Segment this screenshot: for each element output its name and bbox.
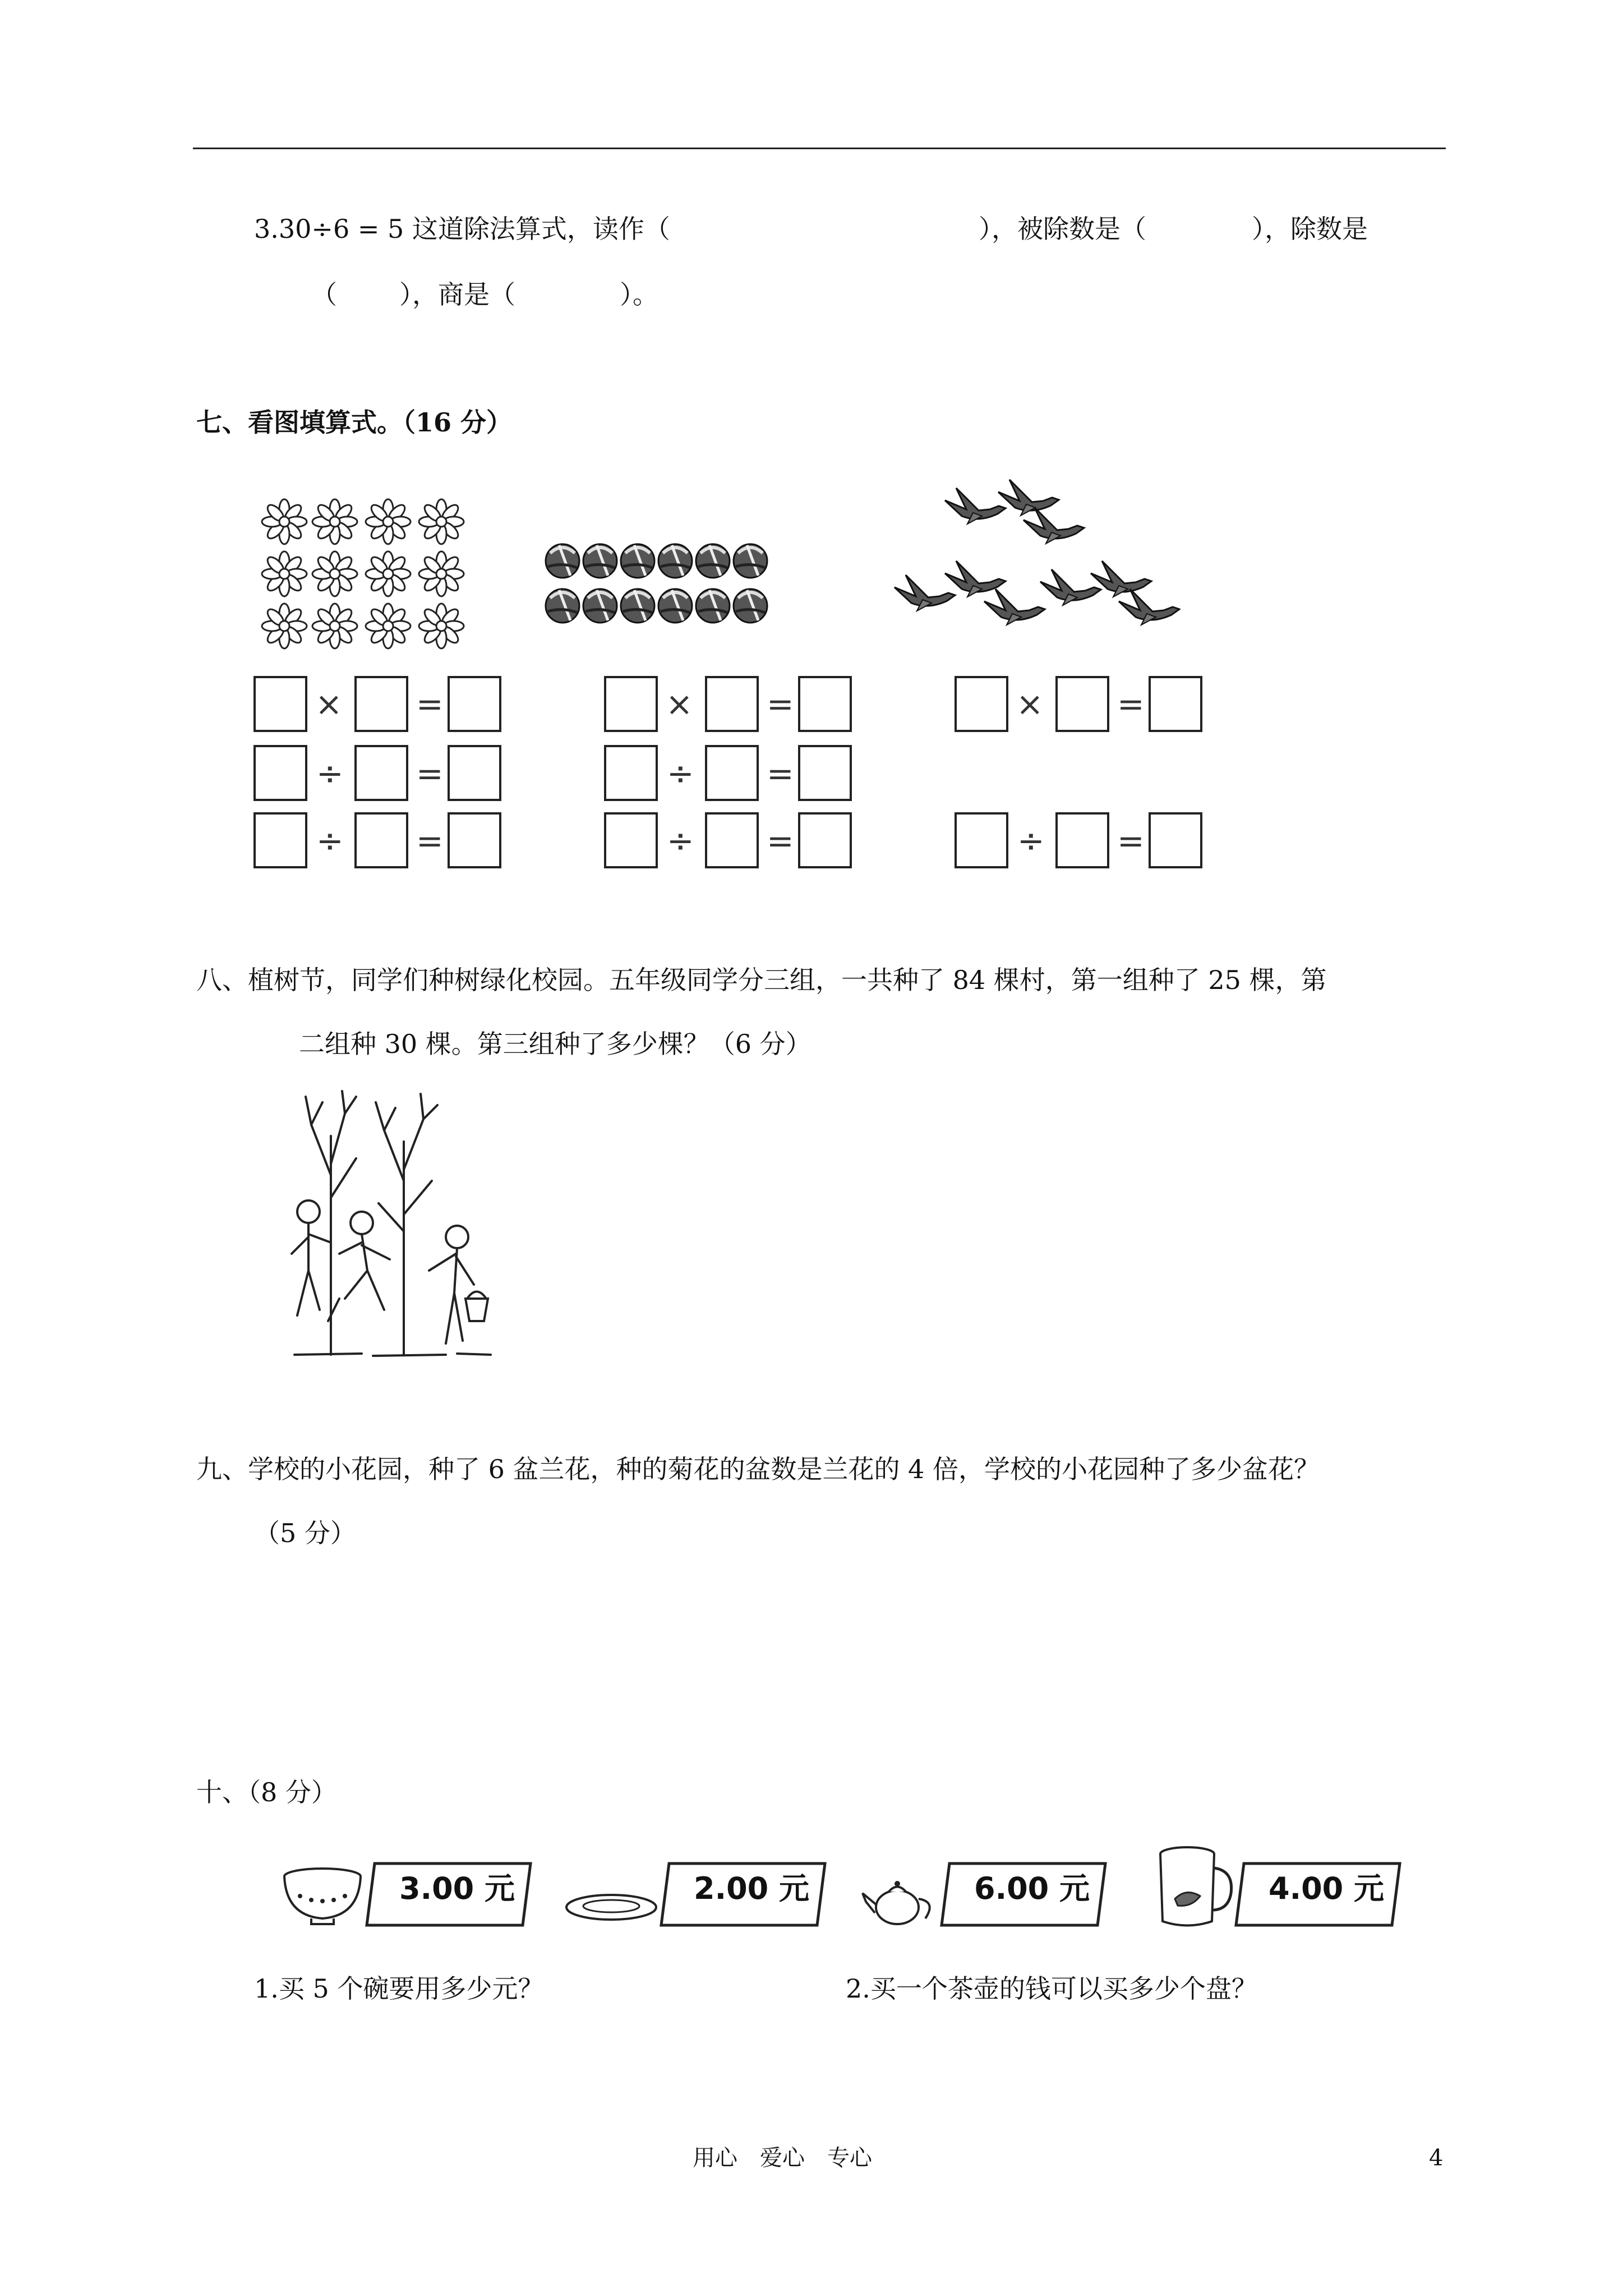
- section9-line1: 九、学校的小花园，种了 6 盆兰花，种的菊花的盆数是兰花的 4 倍，学校的小花园种了多少盆花？: [196, 1454, 1320, 1484]
- divide-sign: ÷: [1017, 822, 1045, 860]
- birds-picture: [889, 471, 1181, 639]
- answer-box[interactable]: [354, 676, 408, 732]
- q3-line2-c: ）。: [620, 279, 658, 310]
- footer-slogan: 用心 爱心 专心: [693, 2145, 872, 2171]
- answer-box[interactable]: [354, 812, 408, 868]
- answer-box[interactable]: [705, 812, 759, 868]
- answer-box[interactable]: [1149, 812, 1202, 868]
- equals-sign: =: [1117, 685, 1145, 723]
- answer-box[interactable]: [354, 745, 408, 801]
- price-teapot: 6.00 元: [974, 1871, 1090, 1906]
- divide-sign: ÷: [667, 822, 694, 860]
- answer-box[interactable]: [253, 812, 307, 868]
- price-mug: 4.00 元: [1269, 1871, 1385, 1906]
- page-number: 4: [1429, 2145, 1444, 2171]
- q3-line1-c: ），除数是: [1252, 214, 1368, 244]
- answer-box[interactable]: [604, 745, 658, 801]
- price-bowl: 3.00 元: [399, 1871, 515, 1906]
- answer-box[interactable]: [448, 676, 501, 732]
- answer-box[interactable]: [604, 812, 658, 868]
- divide-sign: ÷: [316, 754, 344, 793]
- header-rule: [193, 148, 1446, 149]
- answer-box[interactable]: [1055, 676, 1109, 732]
- price-tag-plate: [659, 1861, 827, 1927]
- section10-title: 十、（8 分）: [196, 1777, 337, 1807]
- answer-box[interactable]: [604, 676, 658, 732]
- answer-box[interactable]: [955, 812, 1008, 868]
- section8-line2: 二组种 30 棵。第三组种了多少棵？（6 分）: [299, 1029, 811, 1059]
- section10-question-1: 1.买 5 个碗要用多少元？: [254, 1973, 544, 2004]
- answer-box[interactable]: [798, 676, 852, 732]
- divide-sign: ÷: [316, 822, 344, 860]
- balls-picture: [541, 539, 777, 631]
- divide-sign: ÷: [667, 754, 694, 793]
- section8-line1: 八、植树节，同学们种树绿化校园。五年级同学分三组，一共种了 84 棵村，第一组种了 25 棵，第: [196, 965, 1327, 995]
- equals-sign: =: [767, 685, 794, 723]
- equals-sign: =: [767, 754, 794, 793]
- times-sign: ×: [666, 685, 693, 723]
- q3-line2-b: ），商是（: [399, 279, 515, 310]
- equals-sign: =: [416, 685, 444, 723]
- equals-sign: =: [416, 822, 444, 860]
- answer-box[interactable]: [448, 812, 501, 868]
- plate-icon: [564, 1890, 659, 1924]
- q3-line2-a: （: [311, 279, 337, 310]
- flowers-picture: [259, 498, 472, 651]
- answer-box[interactable]: [705, 676, 759, 732]
- tree-planting-picture: [278, 1085, 508, 1366]
- answer-box[interactable]: [448, 745, 501, 801]
- times-sign: ×: [1016, 685, 1044, 723]
- answer-box[interactable]: [1149, 676, 1202, 732]
- q3-line1-b: ），被除数是（: [979, 214, 1146, 244]
- equals-sign: =: [416, 754, 444, 793]
- section7-title: 七、看图填算式。（16 分）: [196, 407, 513, 438]
- answer-box[interactable]: [253, 745, 307, 801]
- price-plate: 2.00 元: [694, 1871, 810, 1906]
- answer-box[interactable]: [798, 745, 852, 801]
- price-tag-bowl: [365, 1861, 533, 1927]
- teapot-icon: [858, 1874, 942, 1930]
- section9-line2: （5 分）: [254, 1518, 356, 1548]
- answer-box[interactable]: [1055, 812, 1109, 868]
- equals-sign: =: [767, 822, 794, 860]
- times-sign: ×: [315, 685, 343, 723]
- equals-sign: =: [1117, 822, 1145, 860]
- mug-icon: [1152, 1843, 1237, 1932]
- q3-line1-a: 3.30÷6 = 5 这道除法算式，读作（: [254, 214, 670, 244]
- answer-box[interactable]: [705, 745, 759, 801]
- answer-box[interactable]: [955, 676, 1008, 732]
- price-tag-teapot: [939, 1861, 1108, 1927]
- answer-box[interactable]: [798, 812, 852, 868]
- bowl-icon: [280, 1865, 365, 1927]
- section10-question-2: 2.买一个茶壶的钱可以买多少个盘？: [846, 1973, 1257, 2004]
- answer-box[interactable]: [253, 676, 307, 732]
- price-tag-mug: [1234, 1861, 1402, 1927]
